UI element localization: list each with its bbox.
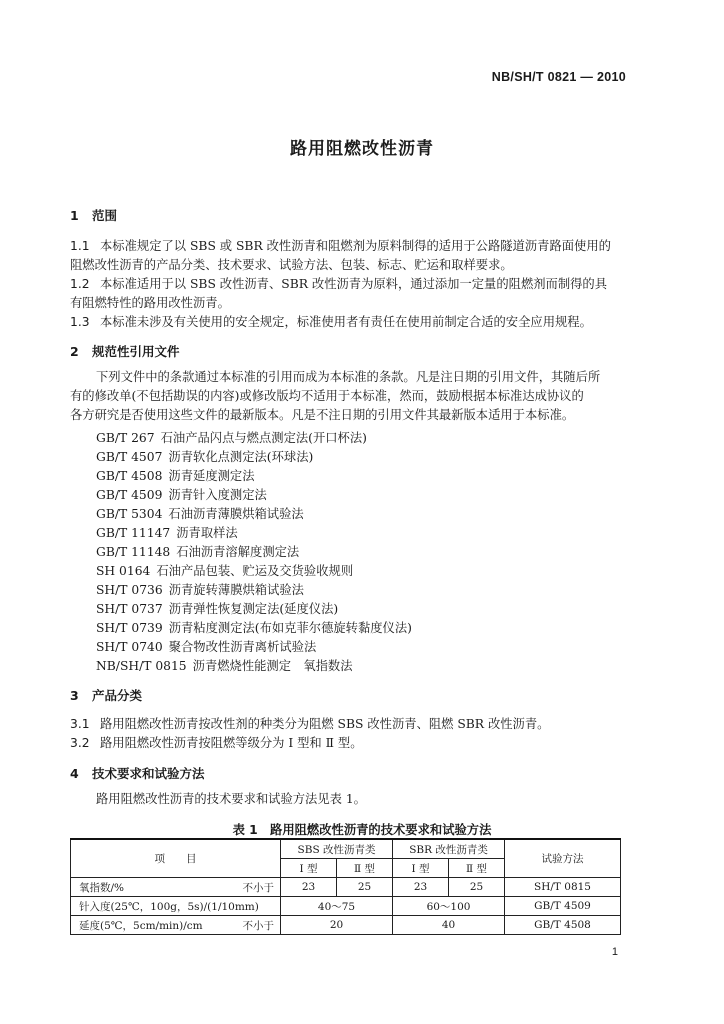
reference-code: SH/T 0740 [96,640,163,654]
clause-number: 3.1 [70,717,90,731]
section-2-heading [70,342,180,360]
reference-code: SH/T 0736 [96,583,163,597]
reference-name: 沥青燃烧性能测定 氧指数法 [192,659,353,673]
section-number: 1 [70,208,79,223]
section-number: 2 [70,344,79,359]
section-number: 4 [70,766,79,781]
reference-item [96,523,238,541]
reference-item [96,466,255,484]
section-title: 规范性引用文件 [92,344,180,359]
table-header-row [71,839,621,859]
header-sbr-type2: Ⅱ 型 [449,859,505,878]
header-sbs-type1: Ⅰ 型 [281,859,337,878]
reference-name: 石油沥青溶解度测定法 [176,545,300,559]
header-sbr-type1: Ⅰ 型 [393,859,449,878]
reference-code: GB/T 4508 [96,469,163,483]
s2-intro-line-1: 下列文件中的条款通过本标准的引用而成为本标准的条款。凡是注日期的引用文件，其随后所 [96,370,601,384]
row-item [71,878,281,897]
row-item [71,897,281,916]
row-method: GB/T 4509 [505,897,621,916]
reference-name: 石油产品闪点与燃点测定法(开口杯法) [160,431,367,445]
header-item: 项 目 [71,839,281,878]
row-value: 25 [337,878,393,897]
s4-intro: 路用阻燃改性沥青的技术要求和试验方法见表 1。 [96,792,366,806]
reference-item [96,485,267,503]
section-title: 技术要求和试验方法 [92,766,205,781]
reference-item [96,428,367,446]
reference-item [96,599,338,617]
table-row [71,916,621,935]
reference-name: 聚合物改性沥青离析试验法 [168,640,317,654]
row-value: 25 [449,878,505,897]
clause-1-1-cont: 阻燃改性沥青的产品分类、技术要求、试验方法、包装、标志、贮运和取样要求。 [70,258,513,272]
section-4-heading [70,764,205,782]
row-method: GB/T 4508 [505,916,621,935]
reference-code: GB/T 267 [96,431,155,445]
reference-name: 沥青软化点测定法(环球法) [168,450,314,464]
spec-table [70,838,621,935]
reference-name: 沥青取样法 [176,526,238,540]
reference-code: NB/SH/T 0815 [96,659,187,673]
table-row [71,897,621,916]
s2-intro-line-2: 有的修改单(不包括勘误的内容)或修改版均不适用于本标准，然而，鼓励根据本标准达成协议的 [70,389,584,403]
header-method: 试验方法 [505,839,621,878]
clause-1-2 [70,274,607,292]
row-item-label: 延度(5℃，5cm/min)/cm [79,919,203,932]
clause-number: 1.2 [70,277,90,291]
reference-item [96,561,353,579]
reference-item [96,504,304,522]
reference-item [96,656,353,674]
clause-1-3 [70,312,592,330]
section-title: 产品分类 [92,688,143,703]
table-caption: 表 1 路用阻燃改性沥青的技术要求和试验方法 [232,823,492,837]
section-number: 3 [70,688,79,703]
section-title: 范围 [92,208,118,223]
reference-name: 沥青弹性恢复测定法(延度仪法) [168,602,339,616]
clause-text: 本标准规定了以 SBS 或 SBR 改性沥青和阻燃剂为原料制得的适用于公路隧道沥青路面使用的 [100,239,611,253]
clause-text: 路用阻燃改性沥青按阻燃等级分为 Ⅰ 型和 Ⅱ 型。 [100,736,363,750]
clause-1-2-cont: 有阻燃特性的路用改性沥青。 [70,296,230,310]
clause-1-1 [70,236,611,254]
reference-name: 沥青旋转薄膜烘箱试验法 [168,583,304,597]
row-item-label: 针入度(25℃，100g，5s)/(1/10mm) [79,900,259,913]
header-sbs-type2: Ⅱ 型 [337,859,393,878]
reference-item [96,618,412,636]
reference-code: GB/T 4509 [96,488,163,502]
page-number: 1 [611,946,618,958]
clause-number: 1.3 [70,315,90,329]
clause-number: 3.2 [70,736,90,750]
reference-name: 沥青粘度测定法(布如克菲尔德旋转黏度仪法) [168,621,412,635]
row-limit: 不小于 [242,919,274,932]
standard-code: NB/SH/T 0821 — 2010 [491,70,626,84]
row-value: 40～75 [281,897,393,916]
reference-item [96,447,313,465]
clause-text: 本标准适用于以 SBS 改性沥青、SBR 改性沥青为原料，通过添加一定量的阻燃剂而制得的具 [100,277,608,291]
reference-code: GB/T 5304 [96,507,163,521]
row-method: SH/T 0815 [505,878,621,897]
reference-name: 沥青针入度测定法 [168,488,267,502]
reference-item [96,580,304,598]
row-limit: 不小于 [242,881,274,894]
clause-text: 本标准未涉及有关使用的安全规定，标准使用者有责任在使用前制定合适的安全应用规程。 [100,315,592,329]
reference-item [96,542,299,560]
section-3-heading [70,686,142,704]
reference-code: SH/T 0739 [96,621,163,635]
row-value: 60～100 [393,897,505,916]
reference-code: SH 0164 [96,564,151,578]
clause-3-2 [70,733,363,751]
reference-code: GB/T 11148 [96,545,171,559]
s2-intro-line-3: 各方研究是否使用这些文件的最新版本。凡是不注日期的引用文件其最新版本适用于本标准。 [70,408,575,422]
table-row [71,878,621,897]
row-item [71,916,281,935]
header-sbs-group: SBS 改性沥青类 [281,839,393,859]
reference-code: SH/T 0737 [96,602,163,616]
reference-name: 石油沥青薄膜烘箱试验法 [168,507,304,521]
document-title: 路用阻燃改性沥青 [290,139,434,159]
reference-name: 沥青延度测定法 [168,469,255,483]
row-value: 23 [281,878,337,897]
section-1-heading [70,206,117,224]
reference-item [96,637,316,655]
reference-name: 石油产品包装、贮运及交货验收规则 [156,564,354,578]
reference-code: GB/T 11147 [96,526,171,540]
row-item-label: 氧指数/% [79,881,125,894]
row-value: 40 [393,916,505,935]
clause-number: 1.1 [70,239,90,253]
clause-3-1 [70,714,549,732]
reference-code: GB/T 4507 [96,450,163,464]
row-value: 20 [281,916,393,935]
row-value: 23 [393,878,449,897]
clause-text: 路用阻燃改性沥青按改性剂的种类分为阻燃 SBS 改性沥青、阻燃 SBR 改性沥青。 [100,717,550,731]
header-sbr-group: SBR 改性沥青类 [393,839,505,859]
